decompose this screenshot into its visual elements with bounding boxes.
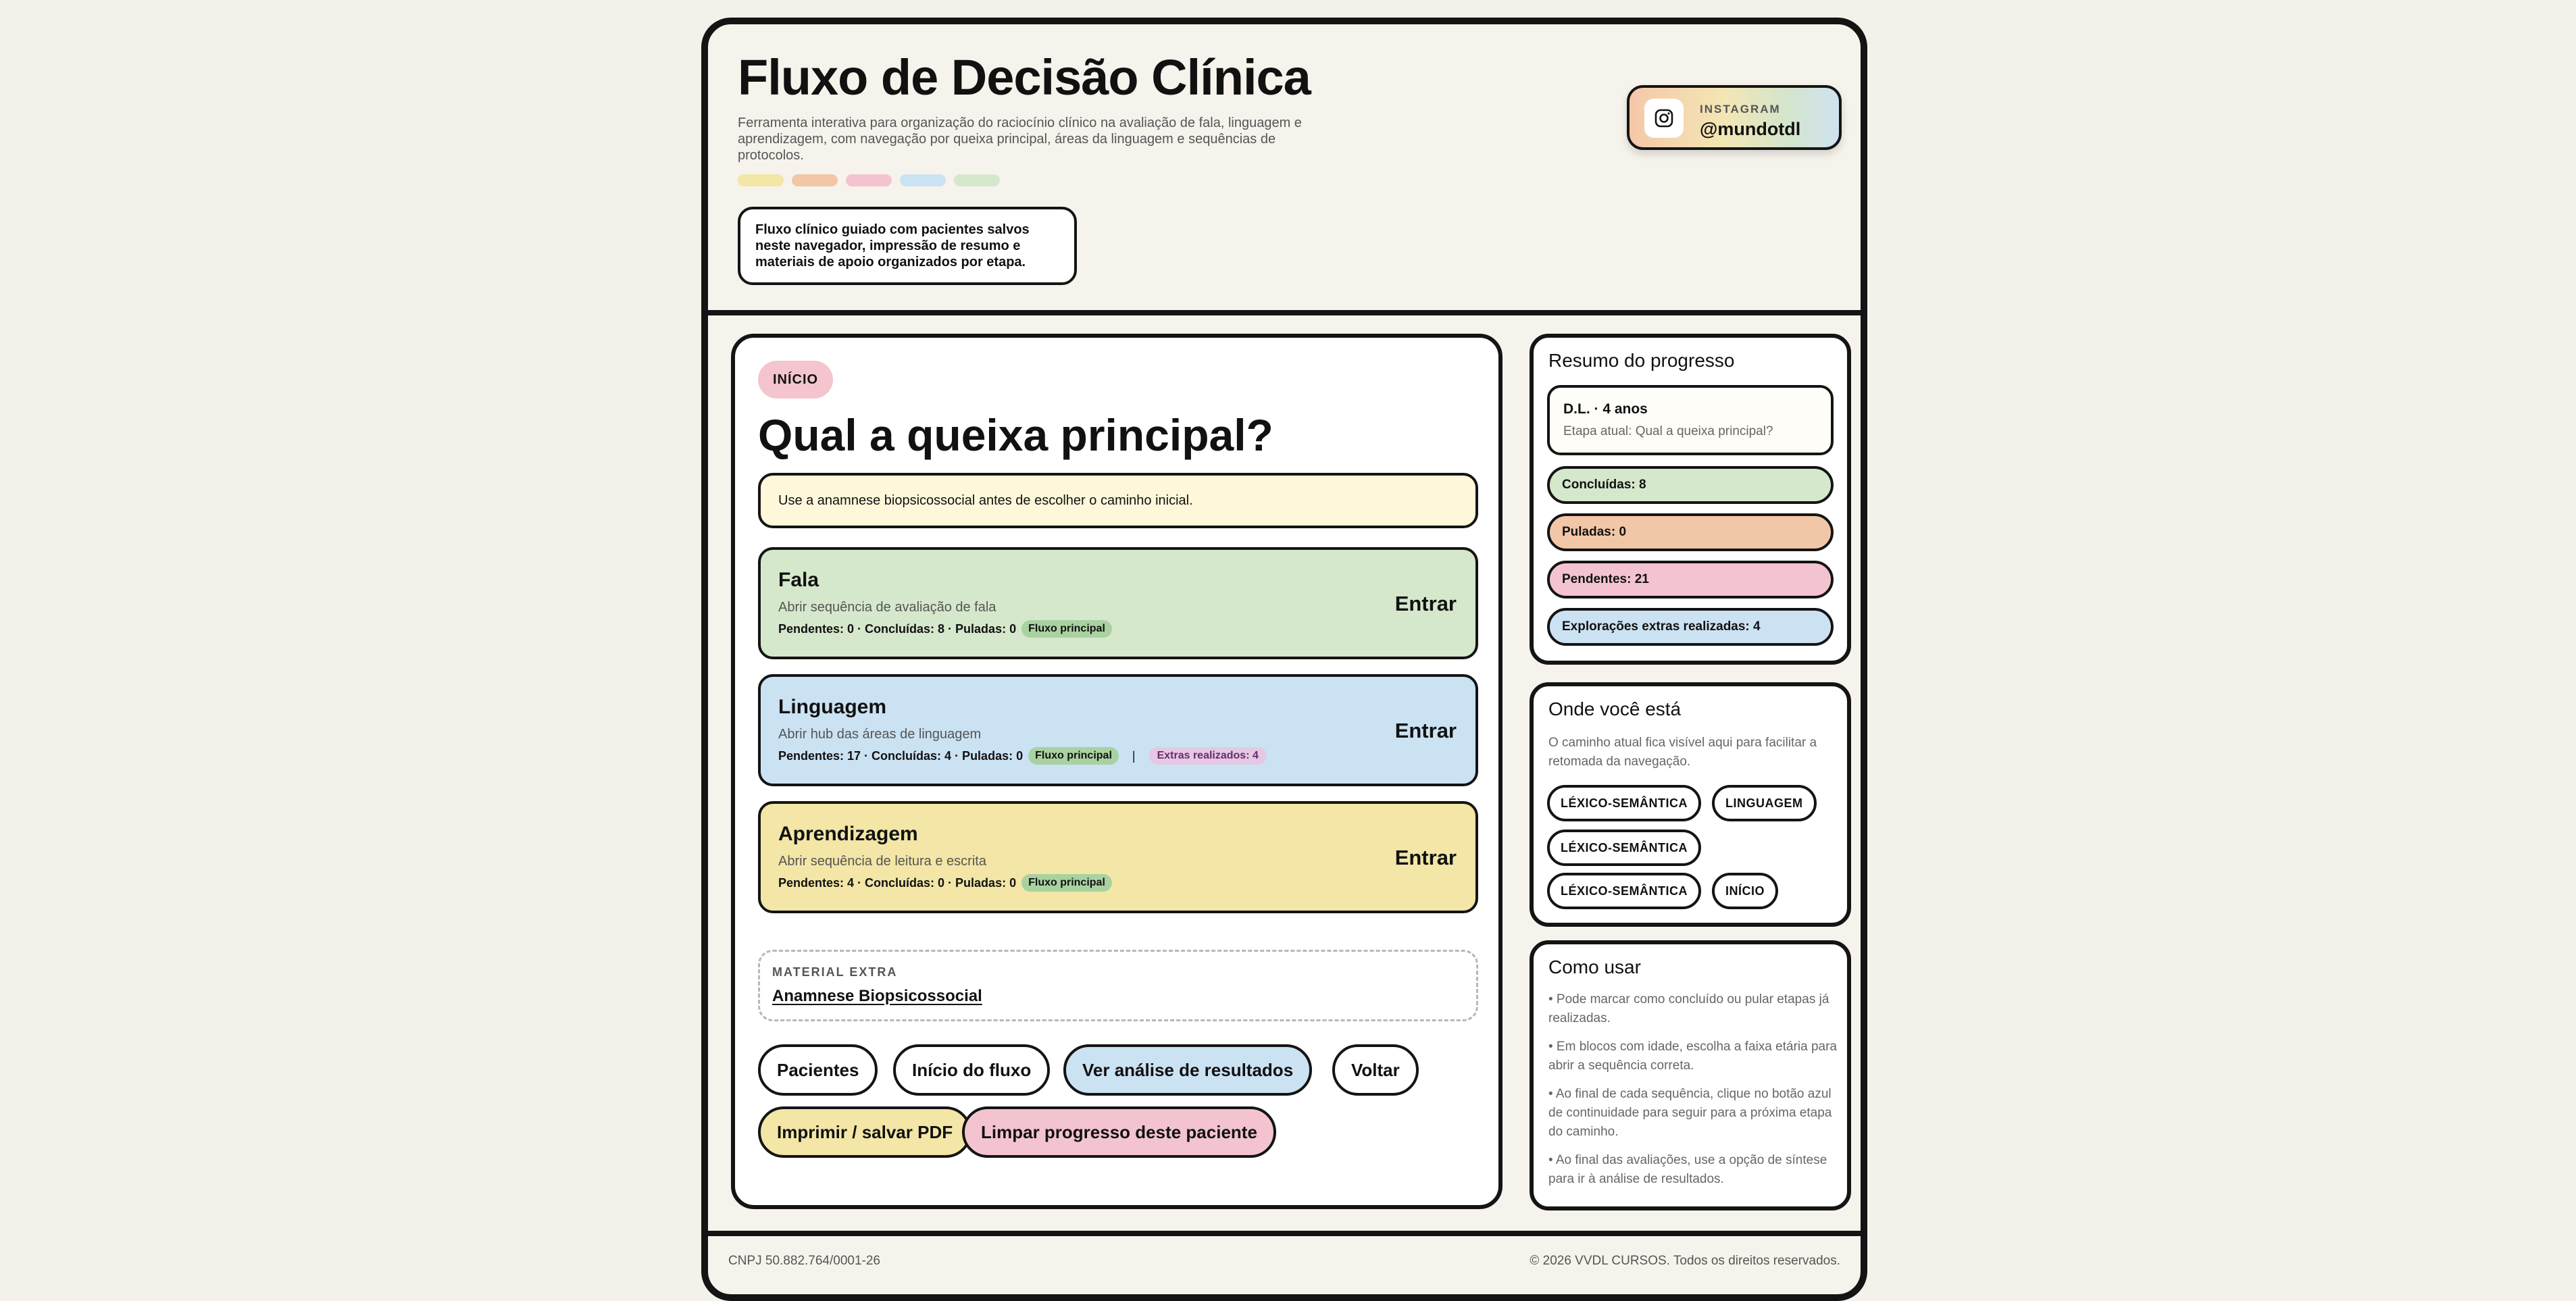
location-text: O caminho atual fica visível aqui para facilitar a retomada da navegação. (1548, 736, 1817, 769)
area-stats (778, 747, 1267, 765)
app-frame (701, 18, 1867, 1301)
main-card (731, 334, 1502, 1209)
flow-tag: Fluxo principal (1021, 620, 1112, 638)
swatch-green (954, 174, 1000, 186)
page-title: Fluxo de Decisão Clínica (738, 49, 1311, 105)
patient-card (1547, 385, 1834, 455)
page-footer (708, 1231, 1861, 1285)
howto-title: Como usar (1548, 956, 1641, 977)
enter-button[interactable]: Entrar (1394, 719, 1457, 742)
done-count: Concluídas: 8 (1547, 466, 1834, 504)
stats-separator: | (1132, 748, 1136, 763)
location-panel (1530, 682, 1851, 927)
extra-material-box (758, 950, 1478, 1021)
enter-button[interactable]: Entrar (1394, 846, 1457, 869)
area-name: Aprendizagem (778, 823, 918, 845)
progress-panel (1530, 334, 1851, 665)
patient-current-step: Etapa atual: Qual a queixa principal? (1563, 424, 1773, 438)
area-name: Fala (778, 569, 819, 591)
swatch-orange (792, 174, 838, 186)
howto-item: • Pode marcar como concluído ou pular etapas já realizadas. (1548, 992, 1829, 1025)
area-card-linguagem[interactable] (758, 674, 1478, 786)
flow-start-button[interactable]: Início do fluxo (893, 1044, 1050, 1096)
area-card-aprendizagem[interactable] (758, 801, 1478, 913)
patients-button[interactable]: Pacientes (758, 1044, 878, 1096)
area-description: Abrir sequência de avaliação de fala (778, 600, 996, 615)
patient-name: D.L. · 4 anos (1563, 401, 1648, 417)
pending-count: Pendentes: 21 (1547, 561, 1834, 598)
color-swatches (738, 174, 1000, 186)
instagram-label: INSTAGRAM (1700, 103, 1781, 116)
enter-button[interactable]: Entrar (1394, 592, 1457, 615)
path-chip[interactable]: LINGUAGEM (1712, 785, 1817, 821)
footer-cnpj: CNPJ 50.882.764/0001-26 (728, 1254, 880, 1268)
area-stats-text: Pendentes: 4 · Concluídas: 0 · Puladas: 0 (778, 875, 1017, 890)
path-chip[interactable]: LÉXICO-SEMÂNTICA (1547, 873, 1701, 909)
howto-item: • Em blocos com idade, escolha a faixa etária para abrir a sequência correta. (1548, 1040, 1837, 1073)
path-chip[interactable]: INÍCIO (1712, 873, 1778, 909)
page-subtitle: Ferramenta interativa para organização do raciocínio clínico na avaliação de fala, linguagem e aprendizagem, com navegação por queixa principal, áreas da linguagem e sequências de protocolos. (738, 116, 1302, 163)
swatch-pink (846, 174, 892, 186)
skipped-count: Puladas: 0 (1547, 513, 1834, 551)
instagram-icon (1644, 99, 1684, 138)
page-header (708, 24, 1861, 315)
results-button[interactable]: Ver análise de resultados (1063, 1044, 1312, 1096)
area-name: Linguagem (778, 696, 887, 718)
progress-title: Resumo do progresso (1548, 350, 1735, 371)
swatch-blue (900, 174, 946, 186)
path-chip[interactable]: LÉXICO-SEMÂNTICA (1547, 830, 1701, 866)
hint-note: Use a anamnese biopsicossocial antes de escolher o caminho inicial. (758, 473, 1478, 528)
howto-item: • Ao final de cada sequência, clique no botão azul de continuidade para seguir para a próxima etapa do caminho. (1548, 1087, 1832, 1139)
anamnese-link[interactable]: Anamnese Biopsicossocial (772, 987, 982, 1005)
path-chip[interactable]: LÉXICO-SEMÂNTICA (1547, 785, 1701, 821)
print-button[interactable]: Imprimir / salvar PDF (758, 1106, 971, 1158)
area-stats (778, 620, 1112, 638)
clear-progress-button[interactable]: Limpar progresso deste paciente (962, 1106, 1276, 1158)
location-title: Onde você está (1548, 698, 1682, 719)
footer-copyright: © 2026 VVDL CURSOS. Todos os direitos reservados. (1530, 1254, 1840, 1268)
flow-tag: Fluxo principal (1028, 747, 1119, 765)
area-stats (778, 874, 1112, 892)
extra-material-label: MATERIAL EXTRA (772, 965, 898, 979)
question-title: Qual a queixa principal? (758, 410, 1273, 460)
area-stats-text: Pendentes: 17 · Concluídas: 4 · Puladas: 0 (778, 748, 1024, 763)
area-card-fala[interactable] (758, 547, 1478, 659)
area-description: Abrir sequência de leitura e escrita (778, 854, 986, 869)
area-description: Abrir hub das áreas de linguagem (778, 727, 982, 742)
extras-tag: Extras realizados: 4 (1149, 747, 1267, 765)
howto-item: • Ao final das avaliações, use a opção de síntese para ir à análise de resultados. (1548, 1153, 1827, 1186)
extras-count: Explorações extras realizadas: 4 (1547, 608, 1834, 646)
info-box: Fluxo clínico guiado com pacientes salvos neste navegador, impressão de resumo e materiais de apoio organizados por etapa. (738, 207, 1077, 285)
swatch-yellow (738, 174, 784, 186)
flow-tag: Fluxo principal (1021, 874, 1112, 892)
instagram-link[interactable] (1627, 85, 1842, 150)
area-stats-text: Pendentes: 0 · Concluídas: 8 · Puladas: 0 (778, 621, 1017, 636)
instagram-handle: @mundotdl (1700, 119, 1801, 139)
howto-panel (1530, 940, 1851, 1210)
back-button[interactable]: Voltar (1332, 1044, 1419, 1096)
step-badge: INÍCIO (758, 361, 833, 399)
